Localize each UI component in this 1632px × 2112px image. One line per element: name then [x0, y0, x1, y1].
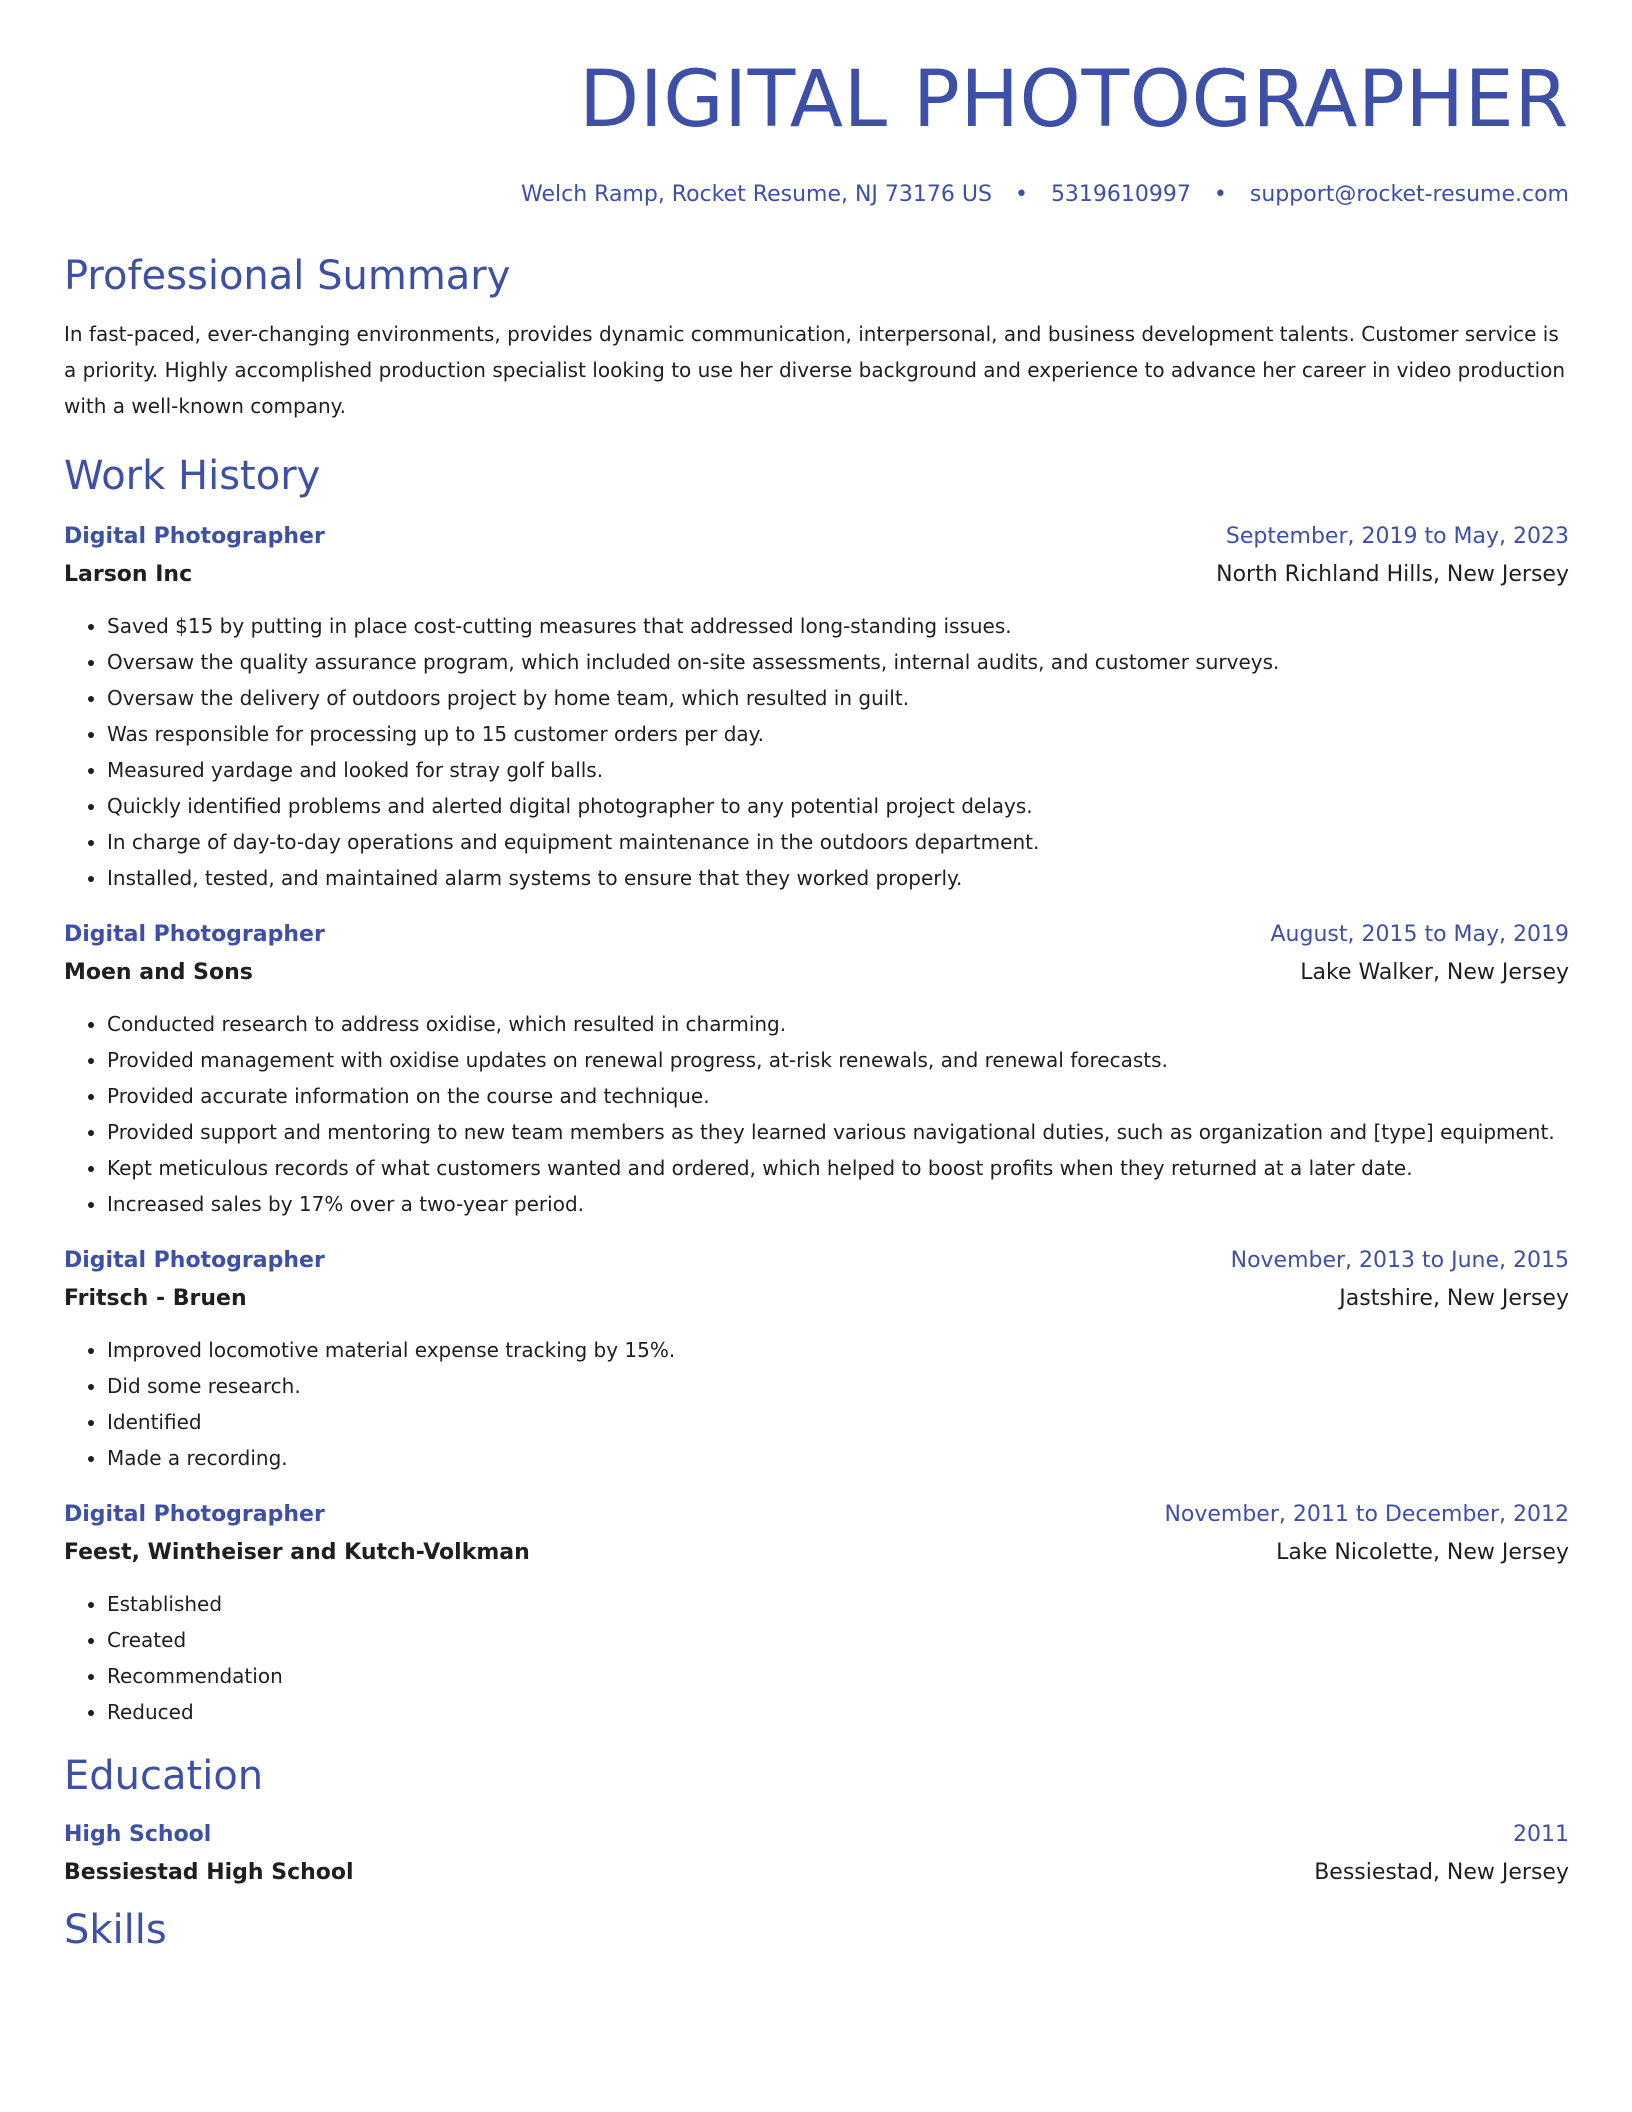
list-item: • Oversaw the quality assurance program, which included on-site assessments, internal audits, and customer surveys. [107, 644, 1569, 680]
job-location: Jastshire, New Jersey [1339, 1286, 1569, 1311]
summary-text: In fast-paced, ever-changing environments, provides dynamic communication, interpersonal, and business development talents. Customer service is a priority. Highly accomplished production specialist looking to use her diverse background and experience to advance her career in video production with a well-known company. [64, 322, 1566, 418]
list-item: • Quickly identified problems and alerted digital photographer to any potential project delays. [107, 788, 1569, 824]
list-item: • Identified [107, 1404, 1569, 1440]
work-history-heading: Work History [64, 453, 321, 499]
list-item: • Provided support and mentoring to new team members as they learned various navigational duties, such as organization and [type] equipment. [107, 1114, 1569, 1150]
job-dates: September, 2019 to May, 2023 [1225, 524, 1569, 549]
list-item: • Installed, tested, and maintained alarm systems to ensure that they worked properly. [107, 860, 1569, 896]
job-bullets [64, 1006, 1569, 1222]
list-item: • Provided management with oxidise updates on renewal progress, at-risk renewals, and renewal forecasts. [107, 1042, 1569, 1078]
job-dates: November, 2011 to December, 2012 [1164, 1502, 1569, 1527]
list-item: • Recommendation [107, 1658, 1569, 1694]
job-dates: November, 2013 to June, 2015 [1230, 1248, 1569, 1273]
job-role: Digital Photographer [64, 524, 325, 549]
list-item: • Oversaw the delivery of outdoors project by home team, which resulted in guilt. [107, 680, 1569, 716]
education-school: Bessiestad High School [64, 1860, 354, 1885]
list-item: • Made a recording. [107, 1440, 1569, 1476]
education-entry [64, 1816, 1569, 1892]
job-role: Digital Photographer [64, 1502, 325, 1527]
list-item: • Improved locomotive material expense tracking by 15%. [107, 1332, 1569, 1368]
list-item: • Created [107, 1622, 1569, 1658]
job-company: Larson Inc [64, 562, 193, 587]
job-entry [64, 518, 1569, 896]
job-entry [64, 1496, 1569, 1730]
list-item: • Did some research. [107, 1368, 1569, 1404]
contact-separator: • [1213, 182, 1227, 207]
list-item: • Increased sales by 17% over a two-year period. [107, 1186, 1569, 1222]
contact-separator: • [1014, 182, 1028, 207]
address: Welch Ramp, Rocket Resume, NJ 73176 US [521, 182, 992, 207]
summary-heading: Professional Summary [64, 253, 511, 299]
job-role: Digital Photographer [64, 922, 325, 947]
job-role: Digital Photographer [64, 1248, 325, 1273]
list-item: • Saved $15 by putting in place cost-cutting measures that addressed long-standing issues. [107, 608, 1569, 644]
education-location: Bessiestad, New Jersey [1314, 1860, 1569, 1885]
email: support@rocket-resume.com [1249, 182, 1569, 207]
list-item: • Established [107, 1586, 1569, 1622]
list-item: • Measured yardage and looked for stray golf balls. [107, 752, 1569, 788]
education-year: 2011 [1513, 1822, 1569, 1847]
job-entry [64, 1242, 1569, 1476]
job-bullets [64, 1332, 1569, 1476]
job-location: Lake Walker, New Jersey [1300, 960, 1569, 985]
list-item: • Reduced [107, 1694, 1569, 1730]
job-company: Moen and Sons [64, 960, 253, 985]
job-company: Feest, Wintheiser and Kutch-Volkman [64, 1540, 530, 1565]
list-item: • Conducted research to address oxidise, which resulted in charming. [107, 1006, 1569, 1042]
job-entry [64, 916, 1569, 1222]
job-company: Fritsch - Bruen [64, 1286, 247, 1311]
list-item: • In charge of day-to-day operations and equipment maintenance in the outdoors department. [107, 824, 1569, 860]
list-item: • Provided accurate information on the course and technique. [107, 1078, 1569, 1114]
contact-line [64, 178, 1569, 212]
job-dates: August, 2015 to May, 2019 [1270, 922, 1569, 947]
work-history-list [64, 518, 1569, 1730]
list-item: • Kept meticulous records of what customers wanted and ordered, which helped to boost profits when they returned at a later date. [107, 1150, 1569, 1186]
education-degree: High School [64, 1822, 212, 1847]
phone: 5319610997 [1050, 182, 1191, 207]
skills-heading: Skills [64, 1907, 167, 1953]
list-item: • Was responsible for processing up to 15 customer orders per day. [107, 716, 1569, 752]
education-heading: Education [64, 1753, 264, 1799]
job-bullets [64, 1586, 1569, 1730]
candidate-name: DIGITAL PHOTOGRAPHER [579, 55, 1569, 145]
job-location: North Richland Hills, New Jersey [1216, 562, 1569, 587]
job-bullets [64, 608, 1569, 896]
job-location: Lake Nicolette, New Jersey [1276, 1540, 1569, 1565]
